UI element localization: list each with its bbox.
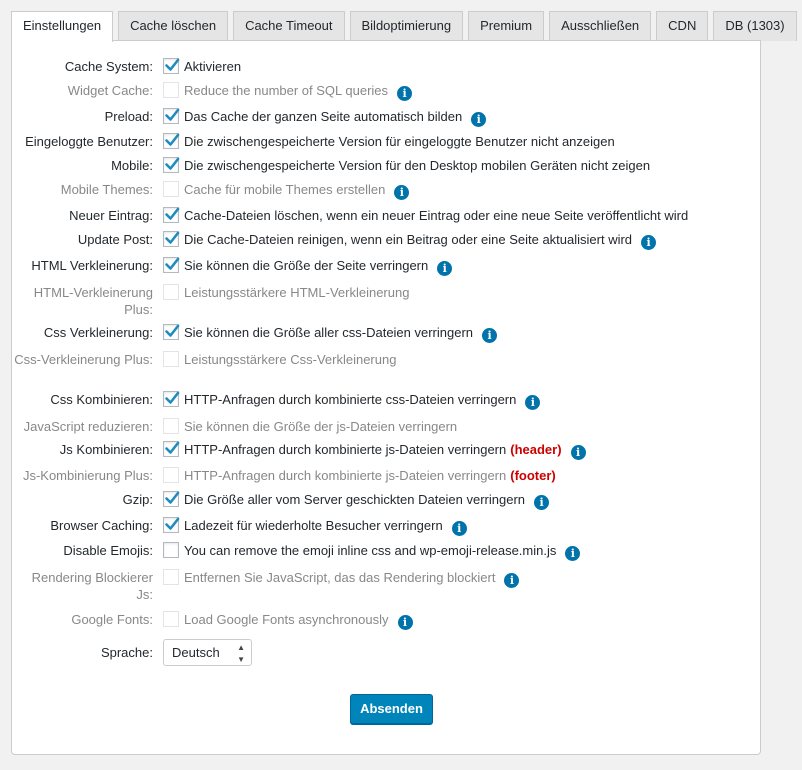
language-label: Sprache:	[100, 645, 153, 660]
setting-description-text: Entfernen Sie JavaScript, das das Rendering blockiert	[184, 570, 496, 585]
setting-label: JavaScript reduzieren:	[23, 419, 153, 434]
language-select[interactable]	[163, 639, 252, 666]
setting-checkbox[interactable]	[163, 418, 179, 434]
setting-label: Mobile Themes:	[60, 182, 153, 197]
submit-button[interactable]: Absenden	[350, 694, 433, 724]
setting-label: Neuer Eintrag:	[69, 208, 153, 223]
setting-label: Gzip:	[122, 492, 153, 507]
setting-checkbox[interactable]	[163, 58, 179, 74]
setting-checkbox[interactable]	[163, 569, 179, 585]
select-arrows-icon: ▲ ▼	[237, 643, 245, 664]
setting-description-text: Die Größe aller vom Server geschickten Dateien verringern	[184, 492, 526, 507]
setting-checkbox[interactable]	[163, 491, 179, 507]
setting-label: Update Post:	[77, 232, 153, 247]
setting-description	[184, 467, 556, 484]
setting-label: Disable Emojis:	[63, 543, 153, 558]
setting-description	[184, 58, 241, 75]
setting-description-text: Aktivieren	[184, 59, 242, 74]
setting-label: Google Fonts:	[71, 612, 153, 627]
setting-description-text: Load Google Fonts asynchronously	[184, 612, 389, 627]
info-icon[interactable]: i	[504, 573, 519, 588]
setting-position-tag: (header)	[510, 442, 562, 457]
info-icon[interactable]: i	[641, 235, 656, 250]
setting-label: Rendering Blockierer Js:	[31, 570, 153, 602]
setting-checkbox[interactable]	[163, 231, 179, 247]
setting-description	[184, 181, 409, 200]
setting-description-text: HTTP-Anfragen durch kombinierte js-Dateien verringern	[184, 468, 507, 483]
info-icon[interactable]: i	[565, 546, 580, 561]
setting-description-text: Ladezeit für wiederholte Besucher verringern	[184, 518, 443, 533]
setting-description	[184, 611, 413, 630]
setting-description	[184, 491, 549, 510]
tab-cache-timeout[interactable]: Cache Timeout	[233, 11, 344, 41]
setting-description	[184, 517, 467, 536]
info-icon[interactable]: i	[534, 495, 549, 510]
setting-description	[184, 324, 497, 343]
setting-checkbox[interactable]	[163, 467, 179, 483]
setting-checkbox[interactable]	[163, 181, 179, 197]
setting-checkbox[interactable]	[163, 82, 179, 98]
info-icon[interactable]: i	[571, 445, 586, 460]
info-icon[interactable]: i	[394, 185, 409, 200]
info-icon[interactable]: i	[525, 395, 540, 410]
info-icon[interactable]: i	[452, 521, 467, 536]
setting-checkbox[interactable]	[163, 324, 179, 340]
setting-description-text: Sie können die Größe aller css-Dateien verringern	[184, 325, 474, 340]
setting-checkbox[interactable]	[163, 611, 179, 627]
setting-description	[184, 133, 615, 150]
setting-checkbox[interactable]	[163, 441, 179, 457]
info-icon[interactable]: i	[471, 112, 486, 127]
setting-description-text: HTTP-Anfragen durch kombinierte css-Dateien verringern	[184, 392, 517, 407]
setting-description	[184, 207, 688, 224]
setting-description	[184, 284, 409, 301]
setting-description-text: Die Cache-Dateien reinigen, wenn ein Beitrag oder eine Seite aktualisiert wird	[184, 232, 633, 247]
setting-description-text: Leistungsstärkere HTML-Verkleinerung	[184, 285, 410, 300]
setting-checkbox[interactable]	[163, 517, 179, 533]
setting-label: Css Verkleinerung:	[43, 325, 153, 340]
setting-description	[184, 108, 486, 127]
setting-description	[184, 441, 586, 460]
setting-description	[184, 257, 452, 276]
info-icon[interactable]: i	[482, 328, 497, 343]
settings-panel	[11, 40, 761, 755]
setting-label: Eingeloggte Benutzer:	[25, 134, 153, 149]
setting-label: Css-Verkleinerung Plus:	[14, 352, 153, 367]
setting-label: Widget Cache:	[67, 83, 153, 98]
setting-description	[184, 157, 650, 174]
setting-description-text: Die zwischengespeicherte Version für den Desktop mobilen Geräten nicht zeigen	[184, 158, 651, 173]
setting-checkbox[interactable]	[163, 108, 179, 124]
setting-description-text: Cache für mobile Themes erstellen	[184, 182, 386, 197]
tab-bar	[11, 11, 802, 41]
setting-label: Css Kombinieren:	[50, 392, 153, 407]
info-icon[interactable]: i	[398, 615, 413, 630]
setting-description-text: Reduce the number of SQL queries	[184, 83, 389, 98]
tab-cdn[interactable]: CDN	[656, 11, 708, 41]
setting-checkbox[interactable]	[163, 542, 179, 558]
info-icon[interactable]: i	[437, 261, 452, 276]
setting-label: Cache System:	[64, 59, 153, 74]
setting-description	[184, 542, 580, 561]
tab-bildoptimierung[interactable]: Bildoptimierung	[350, 11, 464, 41]
setting-checkbox[interactable]	[163, 391, 179, 407]
setting-checkbox[interactable]	[163, 284, 179, 300]
setting-checkbox[interactable]	[163, 207, 179, 223]
setting-checkbox[interactable]	[163, 351, 179, 367]
setting-description	[184, 391, 540, 410]
setting-checkbox[interactable]	[163, 157, 179, 173]
setting-description	[184, 418, 457, 435]
setting-description	[184, 231, 656, 250]
tab-einstellungen[interactable]: Einstellungen	[11, 11, 113, 42]
setting-description-text: Das Cache der ganzen Seite automatisch bilden	[184, 109, 463, 124]
setting-checkbox[interactable]	[163, 133, 179, 149]
setting-description	[184, 82, 412, 101]
setting-checkbox[interactable]	[163, 257, 179, 273]
setting-description	[184, 351, 396, 368]
tab-db-1303[interactable]: DB (1303)	[713, 11, 796, 41]
tab-premium[interactable]: Premium	[468, 11, 544, 41]
language-value: Deutsch	[172, 645, 220, 660]
setting-description-text: Leistungsstärkere Css-Verkleinerung	[184, 352, 397, 367]
setting-position-tag: (footer)	[510, 468, 556, 483]
setting-description-text: You can remove the emoji inline css and wp-emoji-release.min.js	[184, 543, 557, 558]
setting-label: Mobile:	[111, 158, 153, 173]
setting-description-text: Sie können die Größe der Seite verringern	[184, 258, 429, 273]
info-icon[interactable]: i	[397, 86, 412, 101]
setting-label: HTML-Verkleinerung Plus:	[33, 285, 153, 317]
setting-description-text: Die zwischengespeicherte Version für eingeloggte Benutzer nicht anzeigen	[184, 134, 615, 149]
setting-description	[184, 569, 519, 588]
tab-cache-löschen[interactable]: Cache löschen	[118, 11, 228, 41]
setting-label: Preload:	[104, 109, 153, 124]
setting-label: Js-Kombinierung Plus:	[22, 468, 153, 483]
setting-label: Browser Caching:	[50, 518, 153, 533]
setting-description-text: Cache-Dateien löschen, wenn ein neuer Eintrag oder eine neue Seite veröffentlicht wird	[184, 208, 689, 223]
setting-label: Js Kombinieren:	[59, 442, 153, 457]
setting-description-text: HTTP-Anfragen durch kombinierte js-Dateien verringern	[184, 442, 507, 457]
setting-description-text: Sie können die Größe der js-Dateien verringern	[184, 419, 458, 434]
tab-ausschließen[interactable]: Ausschließen	[549, 11, 651, 41]
setting-label: HTML Verkleinerung:	[31, 258, 153, 273]
